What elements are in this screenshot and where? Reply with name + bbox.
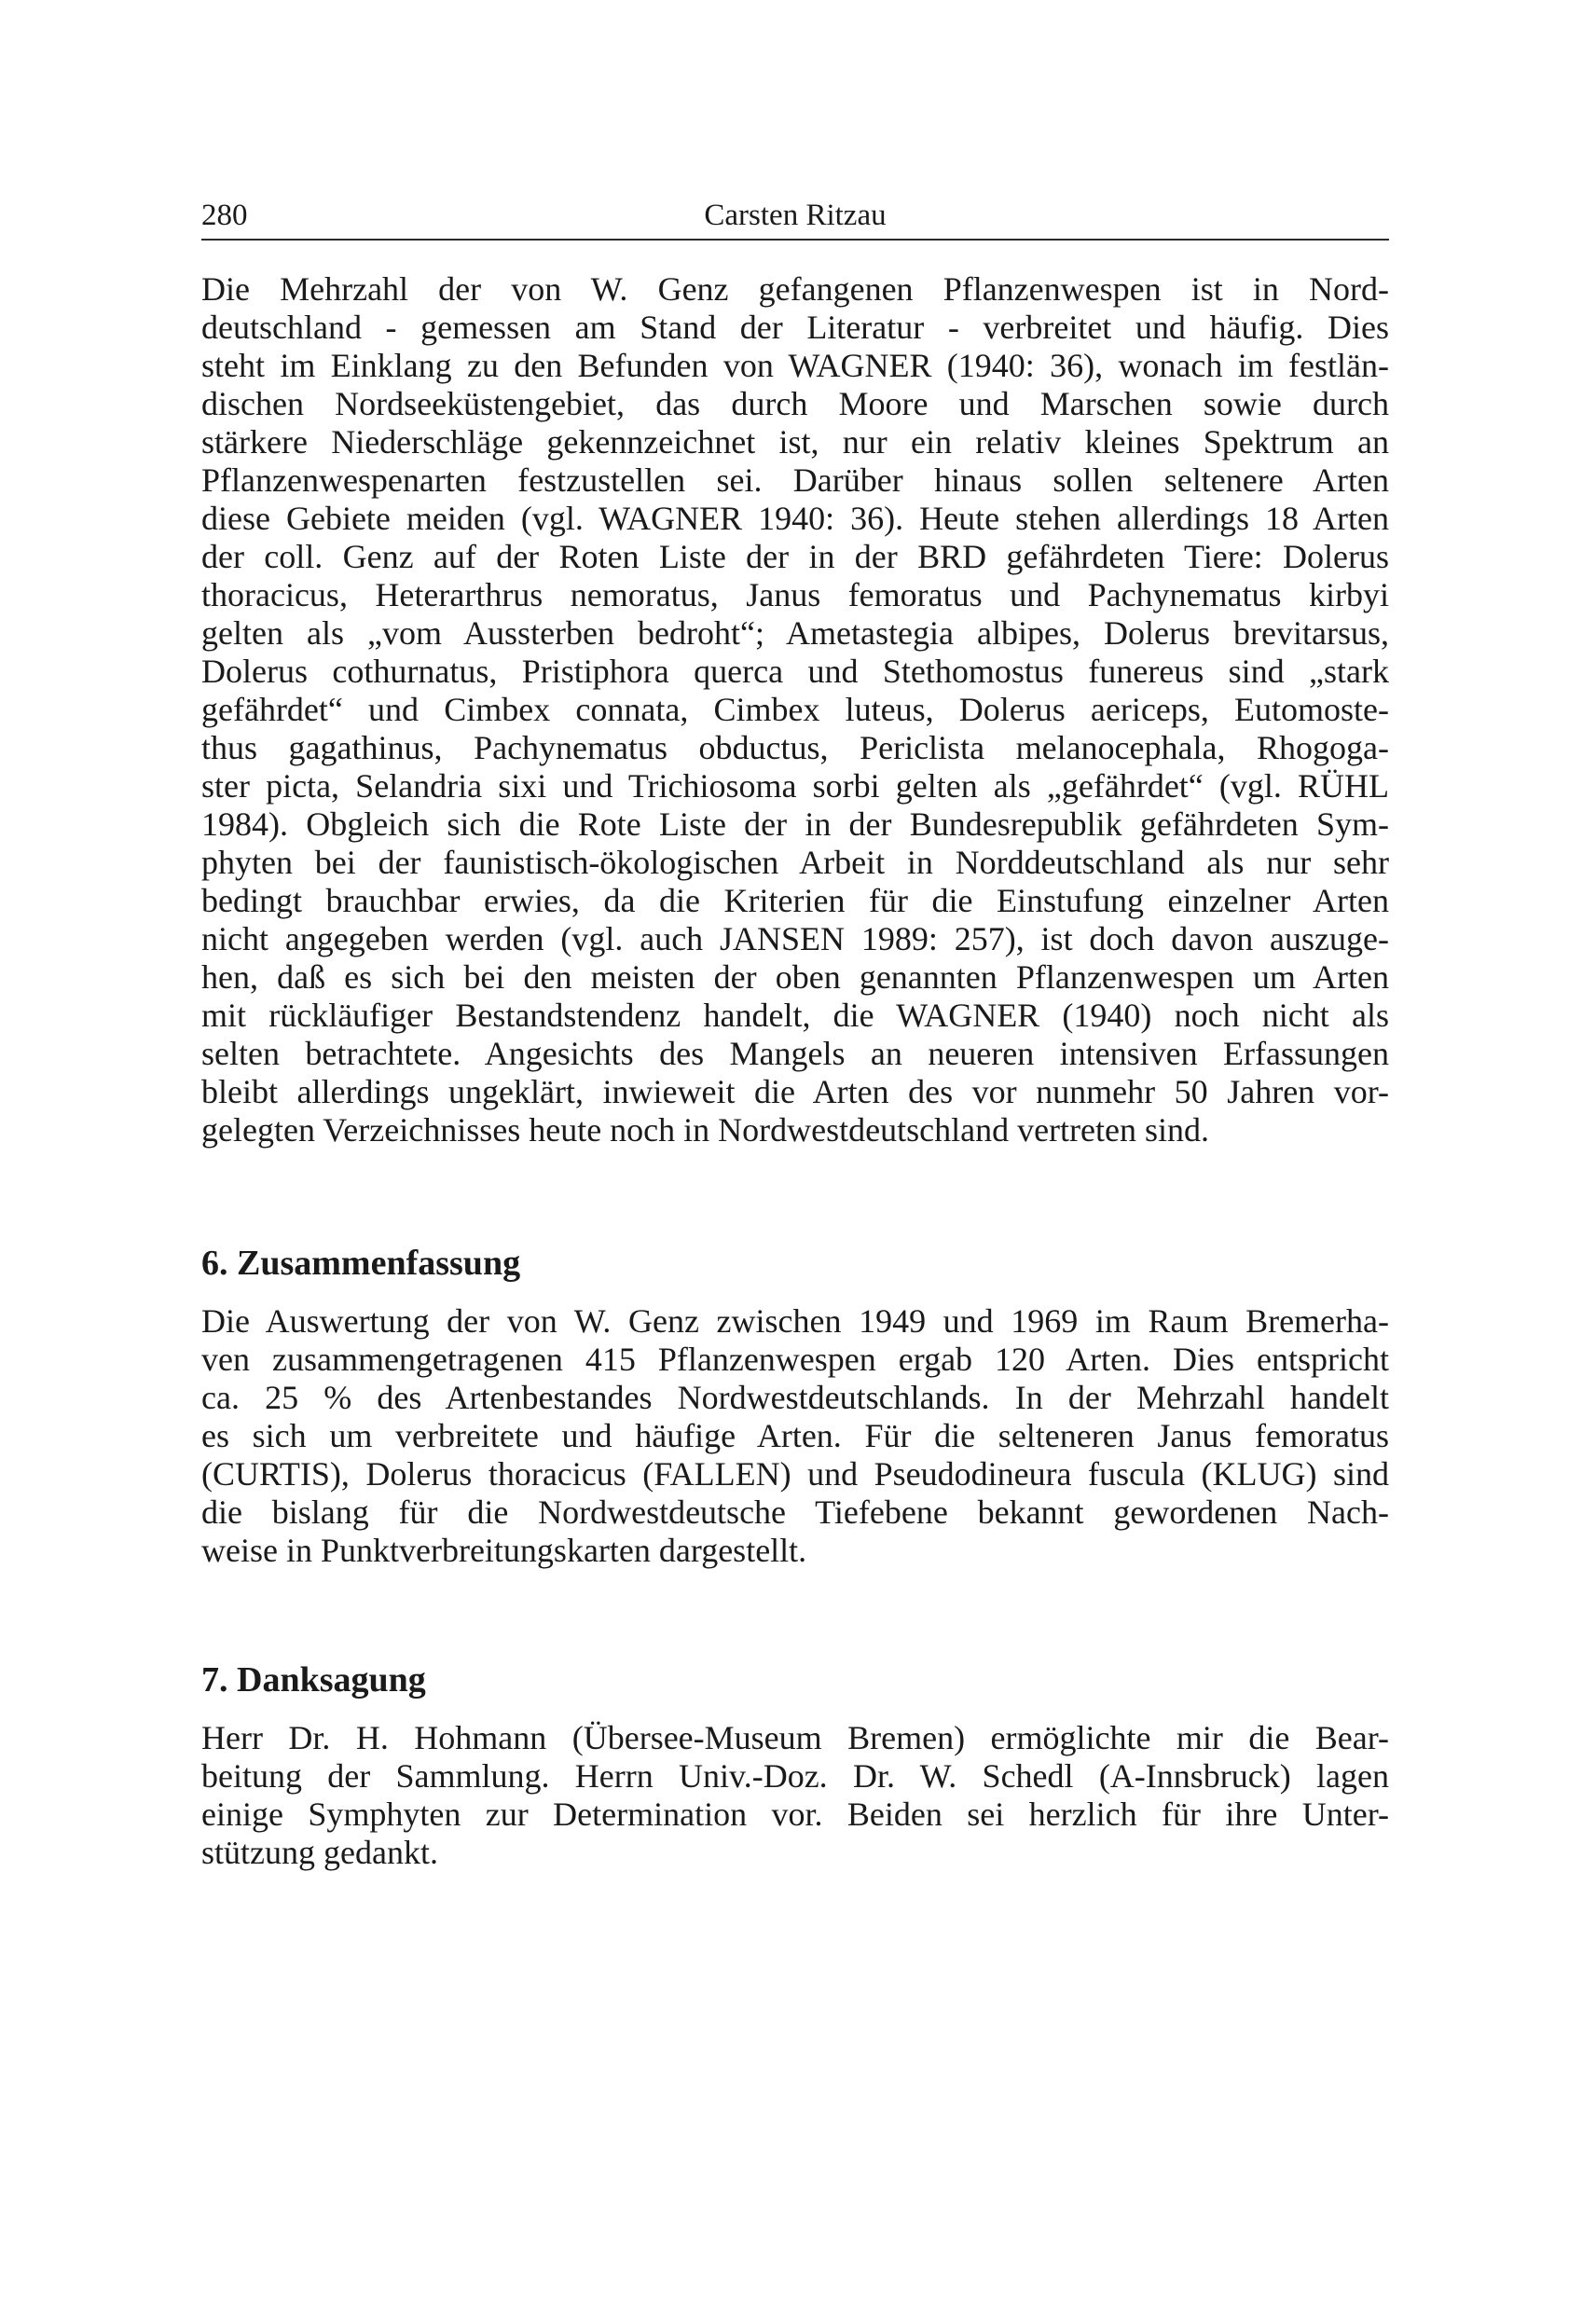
text-line: ster picta, Selandria sixi und Trichiosoma sorbi gelten als „gefährdet“ (vgl. RÜHL <box>201 767 1389 805</box>
text-line: steht im Einklang zu den Befunden von WAGNER (1940: 36), wonach im festlän- <box>201 347 1389 384</box>
page-number: 280 <box>201 199 248 232</box>
text-line: ca. 25 % des Artenbestandes Nordwestdeutschlands. In der Mehrzahl handelt <box>201 1379 1389 1416</box>
running-head: Carsten Ritzau <box>704 199 887 232</box>
text-line: selten betrachtete. Angesichts des Mangels an neueren intensiven Erfassungen <box>201 1035 1389 1072</box>
section-heading-danksagung: 7. Danksagung <box>201 1660 426 1700</box>
section-heading-zusammenfassung: 6. Zusammenfassung <box>201 1244 521 1283</box>
text-line: phyten bei der faunistisch-ökologischen Arbeit in Norddeutschland als nur sehr <box>201 844 1389 881</box>
text-line: (CURTIS), Dolerus thoracicus (FALLEN) und Pseudodineura fuscula (KLUG) sind <box>201 1455 1389 1493</box>
text-line: Pflanzenwespenarten festzustellen sei. Darüber hinaus sollen seltenere Arten <box>201 461 1389 499</box>
text-line: es sich um verbreitete und häufige Arten. Für die selteneren Janus femoratus <box>201 1417 1389 1454</box>
text-line: bedingt brauchbar erwies, da die Kriterien für die Einstufung einzelner Arten <box>201 882 1389 919</box>
text-line: der coll. Genz auf der Roten Liste der in der BRD gefährdeten Tiere: Dolerus <box>201 538 1389 575</box>
text-line: gelegten Verzeichnisses heute noch in Nordwestdeutschland vertreten sind. <box>201 1111 1210 1149</box>
text-line: gelten als „vom Aussterben bedroht“; Ametastegia albipes, Dolerus brevitarsus, <box>201 614 1389 652</box>
text-line: Herr Dr. H. Hohmann (Übersee-Museum Bremen) ermöglichte mir die Bear- <box>201 1719 1389 1756</box>
text-line: ven zusammengetragenen 415 Pflanzenwespen ergab 120 Arten. Dies entspricht <box>201 1341 1389 1378</box>
text-line: Dolerus cothurnatus, Pristiphora querca und Stethomostus funereus sind „stark <box>201 653 1389 690</box>
text-line: thus gagathinus, Pachynematus obductus, Periclista melanocephala, Rhogoga- <box>201 729 1389 766</box>
text-line: nicht angegeben werden (vgl. auch JANSEN 1989: 257), ist doch davon auszuge- <box>201 920 1389 957</box>
text-line: Die Mehrzahl der von W. Genz gefangenen Pflanzenwespen ist in Nord- <box>201 270 1389 308</box>
summary-paragraph <box>201 1302 1389 1570</box>
page-content <box>201 270 1389 1872</box>
text-line: 1984). Obgleich sich die Rote Liste der in der Bundesrepublik gefährdeten Sym- <box>201 805 1389 843</box>
text-line: die bislang für die Nordwestdeutsche Tiefebene bekannt gewordenen Nach- <box>201 1493 1389 1531</box>
page-header <box>201 192 1389 241</box>
text-line: bleibt allerdings ungeklärt, inwieweit die Arten des vor nunmehr 50 Jahren vor- <box>201 1073 1389 1110</box>
text-line: dischen Nordseeküstengebiet, das durch Moore und Marschen sowie durch <box>201 385 1389 422</box>
text-line: mit rückläufiger Bestandstendenz handelt, die WAGNER (1940) noch nicht als <box>201 997 1389 1034</box>
text-line: deutschland - gemessen am Stand der Literatur - verbreitet und häufig. Dies <box>201 309 1389 346</box>
text-line: stützung gedankt. <box>201 1834 438 1871</box>
text-line: hen, daß es sich bei den meisten der oben genannten Pflanzenwespen um Arten <box>201 958 1389 996</box>
acknowledgements-paragraph <box>201 1719 1389 1872</box>
text-line: stärkere Niederschläge gekennzeichnet ist, nur ein relativ kleines Spektrum an <box>201 423 1389 461</box>
text-line: beitung der Sammlung. Herrn Univ.-Doz. Dr. W. Schedl (A-Innsbruck) lagen <box>201 1757 1389 1795</box>
text-line: gefährdet“ und Cimbex connata, Cimbex luteus, Dolerus aericeps, Eutomoste- <box>201 691 1389 728</box>
intro-paragraph <box>201 270 1389 1149</box>
text-line: thoracicus, Heterarthrus nemoratus, Janus femoratus und Pachynematus kirbyi <box>201 576 1389 613</box>
text-line: Die Auswertung der von W. Genz zwischen 1949 und 1969 im Raum Bremerha- <box>201 1302 1389 1340</box>
text-line: einige Symphyten zur Determination vor. Beiden sei herzlich für ihre Unter- <box>201 1796 1389 1833</box>
text-line: diese Gebiete meiden (vgl. WAGNER 1940: 36). Heute stehen allerdings 18 Arten <box>201 500 1389 537</box>
text-line: weise in Punktverbreitungskarten dargestellt. <box>201 1532 807 1569</box>
